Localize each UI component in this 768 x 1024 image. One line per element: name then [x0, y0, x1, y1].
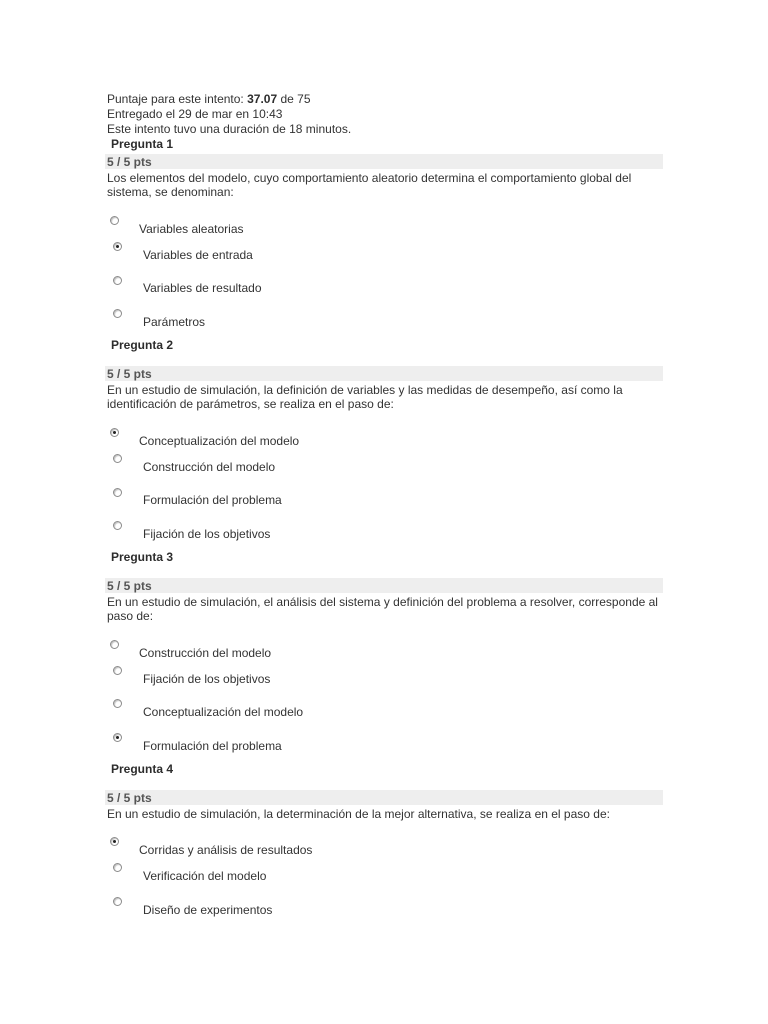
- score-line: [107, 92, 311, 106]
- radio-option[interactable]: [110, 837, 119, 846]
- option-label[interactable]: Variables de entrada: [143, 248, 253, 262]
- attempt-duration: Este intento tuvo una duración de 18 minutos.: [107, 122, 352, 136]
- option-label[interactable]: Conceptualización del modelo: [143, 705, 304, 719]
- points-bar: [105, 154, 663, 169]
- radio-option[interactable]: [113, 488, 122, 497]
- option-label[interactable]: Corridas y análisis de resultados: [139, 843, 313, 857]
- option-label[interactable]: Parámetros: [143, 315, 206, 329]
- option-label[interactable]: Conceptualización del modelo: [139, 434, 300, 448]
- points-bar: [105, 578, 663, 593]
- submitted-date: Entregado el 29 de mar en 10:43: [107, 107, 283, 121]
- radio-option[interactable]: [110, 428, 119, 437]
- radio-option[interactable]: [113, 666, 122, 675]
- option-label[interactable]: Formulación del problema: [143, 739, 282, 753]
- score-label: Puntaje para este intento:: [107, 92, 244, 106]
- option-label[interactable]: Formulación del problema: [143, 493, 282, 507]
- points-label: 5 / 5 pts: [107, 791, 152, 805]
- radio-option[interactable]: [113, 309, 122, 318]
- points-bar: [105, 366, 663, 381]
- option-label[interactable]: Construcción del modelo: [139, 646, 272, 660]
- score-of: de 75: [280, 92, 311, 106]
- question-text: Los elementos del modelo, cuyo comportamiento aleatorio determina el comportamiento global del sistema, se denominan:: [107, 171, 632, 199]
- radio-option[interactable]: [113, 276, 122, 285]
- radio-option[interactable]: [113, 454, 122, 463]
- radio-option[interactable]: [113, 699, 122, 708]
- points-bar: [105, 790, 663, 805]
- question-text: En un estudio de simulación, la determinación de la mejor alternativa, se realiza en el paso de:: [107, 807, 610, 821]
- radio-option[interactable]: [113, 521, 122, 530]
- option-label[interactable]: Diseño de experimentos: [143, 903, 273, 917]
- radio-option[interactable]: [113, 897, 122, 906]
- option-label[interactable]: Variables aleatorias: [139, 222, 244, 236]
- radio-option[interactable]: [113, 733, 122, 742]
- option-label[interactable]: Fijación de los objetivos: [143, 672, 271, 686]
- radio-option[interactable]: [113, 242, 122, 251]
- option-label[interactable]: Verificación del modelo: [143, 869, 267, 883]
- radio-option[interactable]: [110, 216, 119, 225]
- option-label[interactable]: Construcción del modelo: [143, 460, 276, 474]
- option-label[interactable]: Fijación de los objetivos: [143, 527, 271, 541]
- points-label: 5 / 5 pts: [107, 579, 152, 593]
- question-title: Pregunta 3: [111, 550, 174, 564]
- radio-option[interactable]: [113, 863, 122, 872]
- radio-option[interactable]: [110, 640, 119, 649]
- question-text: En un estudio de simulación, la definición de variables y las medidas de desempeño, así como la identificación de parámetros, se realiza en el paso de:: [107, 383, 623, 411]
- question-title: Pregunta 2: [111, 338, 174, 352]
- question-title: Pregunta 1: [111, 137, 174, 151]
- points-label: 5 / 5 pts: [107, 367, 152, 381]
- option-label[interactable]: Variables de resultado: [143, 281, 262, 295]
- question-text: En un estudio de simulación, el análisis del sistema y definición del problema a resolver, corresponde al paso de:: [107, 595, 658, 623]
- points-label: 5 / 5 pts: [107, 155, 152, 169]
- score-value: 37.07: [247, 92, 278, 106]
- question-title: Pregunta 4: [111, 762, 174, 776]
